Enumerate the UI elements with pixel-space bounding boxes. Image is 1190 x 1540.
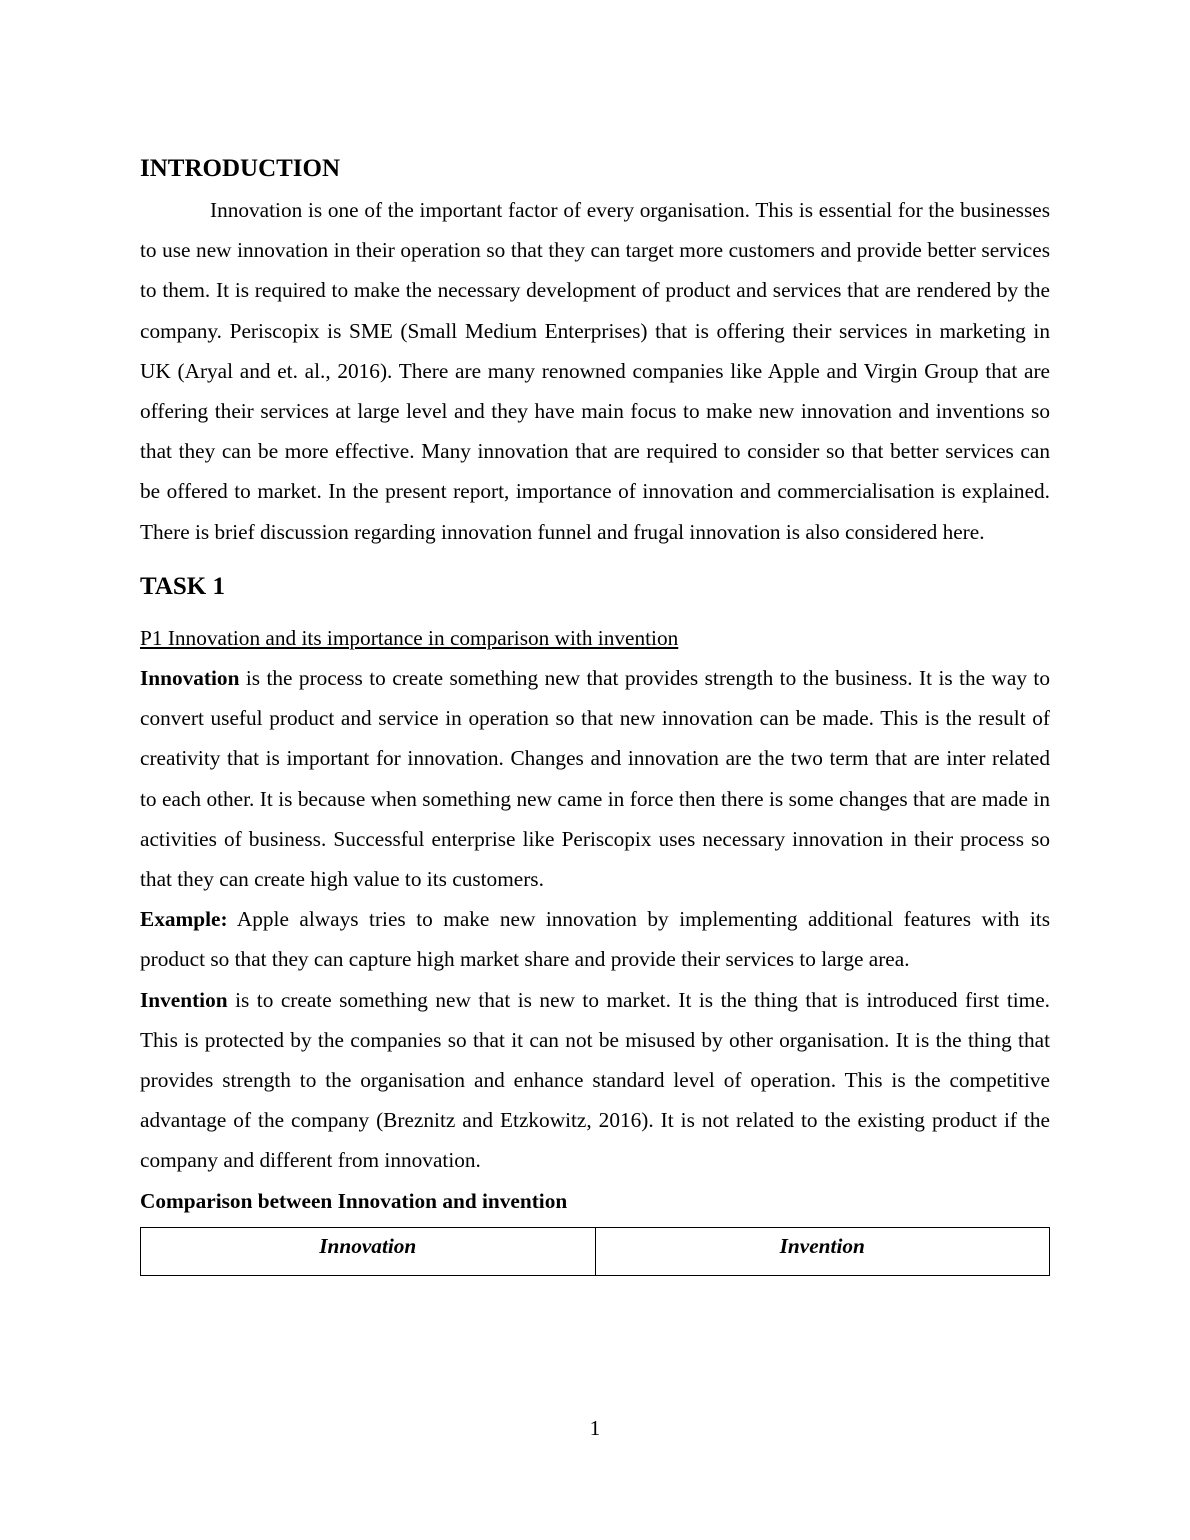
introduction-paragraph: Innovation is one of the important factor of every organisation. This is essential for the businesses to use new innovation in their operation so that they can target more customers and provide better services to them. It is required to make the necessary development of product and services that are rendered by the company. Periscopix is SME (Small Medium Enterprises) that is offering their services in marketing in UK (Aryal and et. al., 2016). There are many renowned companies like Apple and Virgin Group that are offering their services at large level and they have main focus to make new innovation and inventions so that they can be more effective. Many innovation that are required to consider so that better services can be offered to market. In the present report, importance of innovation and commercialisation is explained. There is brief discussion regarding innovation funnel and frugal innovation is also considered here. [140, 198, 1050, 544]
innovation-text: is the process to create something new that provides strength to the business. It is the way to convert useful product and service in operation so that new innovation can be made. This is the result of creativity that is important for innovation. Changes and innovation are the two term that are inter related to each other. It is because when something new came in force then there is some changes that are made in activities of business. Successful enterprise like Periscopix uses necessary innovation in their process so that they can create high value to its customers. [140, 666, 1050, 892]
example-paragraph [140, 899, 1050, 979]
document-page [140, 148, 1050, 1276]
page-number: 1 [589, 1416, 601, 1440]
example-text: Apple always tries to make new innovation by implementing additional features with its product so that they can capture high market share and provide their services to large area. [140, 907, 1050, 972]
invention-paragraph [140, 980, 1050, 1181]
p1-subheading: P1 Innovation and its importance in comparison with invention [140, 625, 679, 650]
comparison-heading: Comparison between Innovation and invention [140, 1188, 568, 1213]
invention-text: is to create something new that is new to market. It is the thing that is introduced first time. This is protected by the companies so that it can not be misused by other organisation. It is the thing that provides strength to the organisation and enhance standard level of operation. This is the competitive advantage of the company (Breznitz and Etzkowitz, 2016). It is not related to the existing product if the company and different from innovation. [140, 987, 1050, 1173]
table-header-innovation: Innovation [141, 1227, 596, 1275]
task1-heading: TASK 1 [140, 572, 225, 600]
introduction-heading: INTRODUCTION [140, 155, 341, 182]
comparison-table [140, 1227, 1050, 1276]
example-term: Example: [140, 907, 228, 932]
table-header-invention: Invention [595, 1227, 1050, 1275]
innovation-paragraph [140, 658, 1050, 899]
table-header-row [141, 1227, 1050, 1275]
innovation-term: Innovation [140, 666, 240, 691]
invention-term: Invention [140, 987, 228, 1012]
